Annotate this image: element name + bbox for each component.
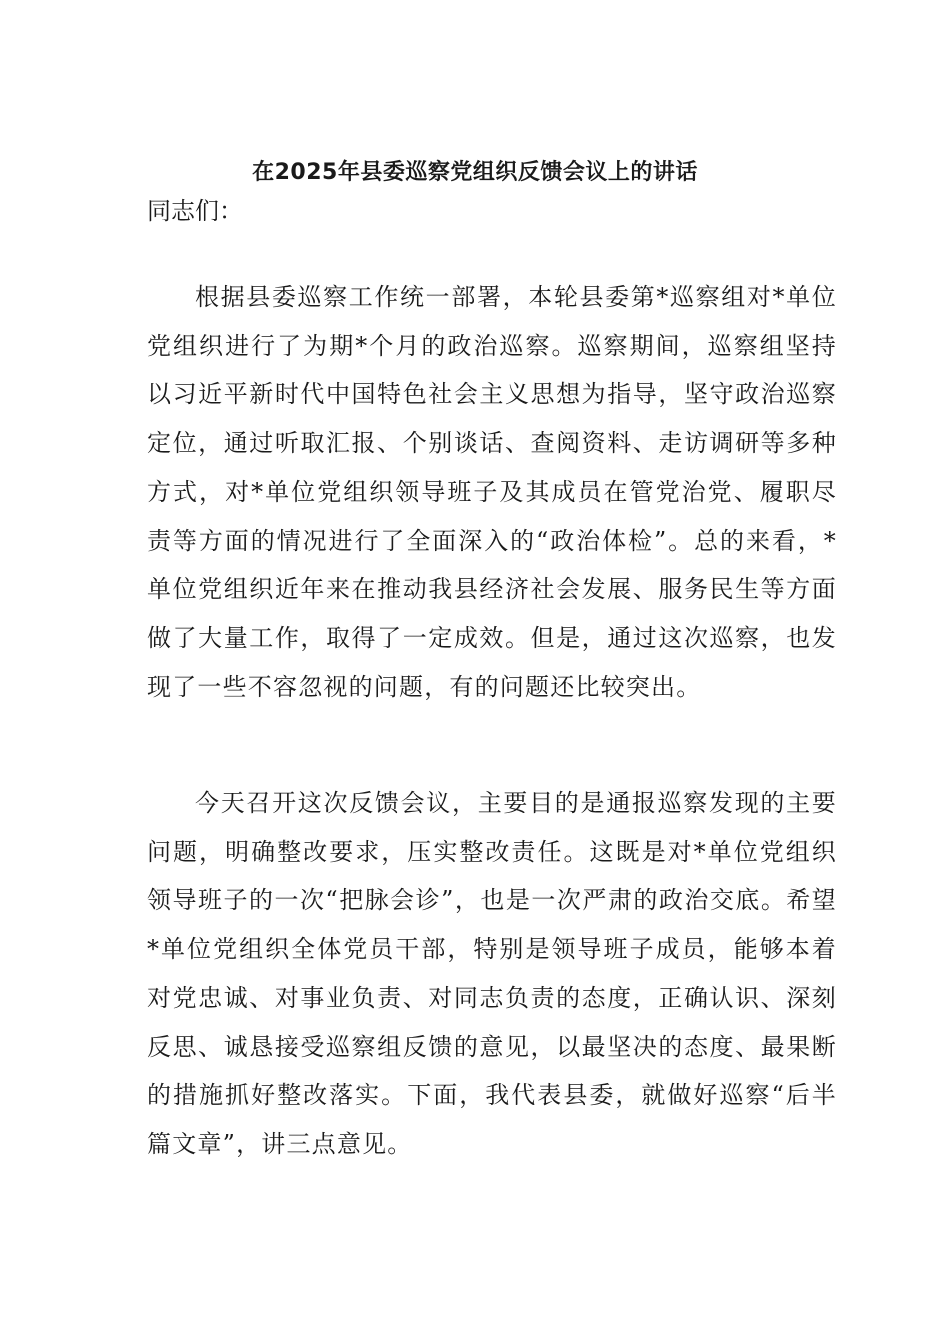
paragraph-1: 根据县委巡察工作统一部署，本轮县委第*巡察组对*单位党组织进行了为期*个月的政治巡察。巡察期间，巡察组坚持以习近平新时代中国特色社会主义思想为指导，坚守政治巡察定位，通过听取汇报、个别谈话、查阅资料、走访调研等多种方式，对*单位党组织领导班子及其成员在管党治党、履职尽责等方面的情况进行了全面深入的“政治体检”。总的来看，*单位党组织近年来在推动我县经济社会发展、服务民生等方面做了大量工作，取得了一定成效。但是，通过这次巡察，也发现了一些不容忽视的问题，有的问题还比较突出。 [147, 283, 837, 701]
document-title: 在2025年县委巡察党组织反馈会议上的讲话 [252, 160, 698, 185]
paragraph-2: 今天召开这次反馈会议，主要目的是通报巡察发现的主要问题，明确整改要求，压实整改责任。这既是对*单位党组织领导班子的一次“把脉会诊”，也是一次严肃的政治交底。希望*单位党组织全体党员干部，特别是领导班子成员，能够本着对党忠诚、对事业负责、对同志负责的态度，正确认识、深刻反思、诚恳接受巡察组反馈的意见，以最坚决的态度、最果断的措施抓好整改落实。下面，我代表县委，就做好巡察“后半篇文章”，讲三点意见。 [147, 789, 837, 1158]
salutation: 同志们： [147, 197, 243, 225]
